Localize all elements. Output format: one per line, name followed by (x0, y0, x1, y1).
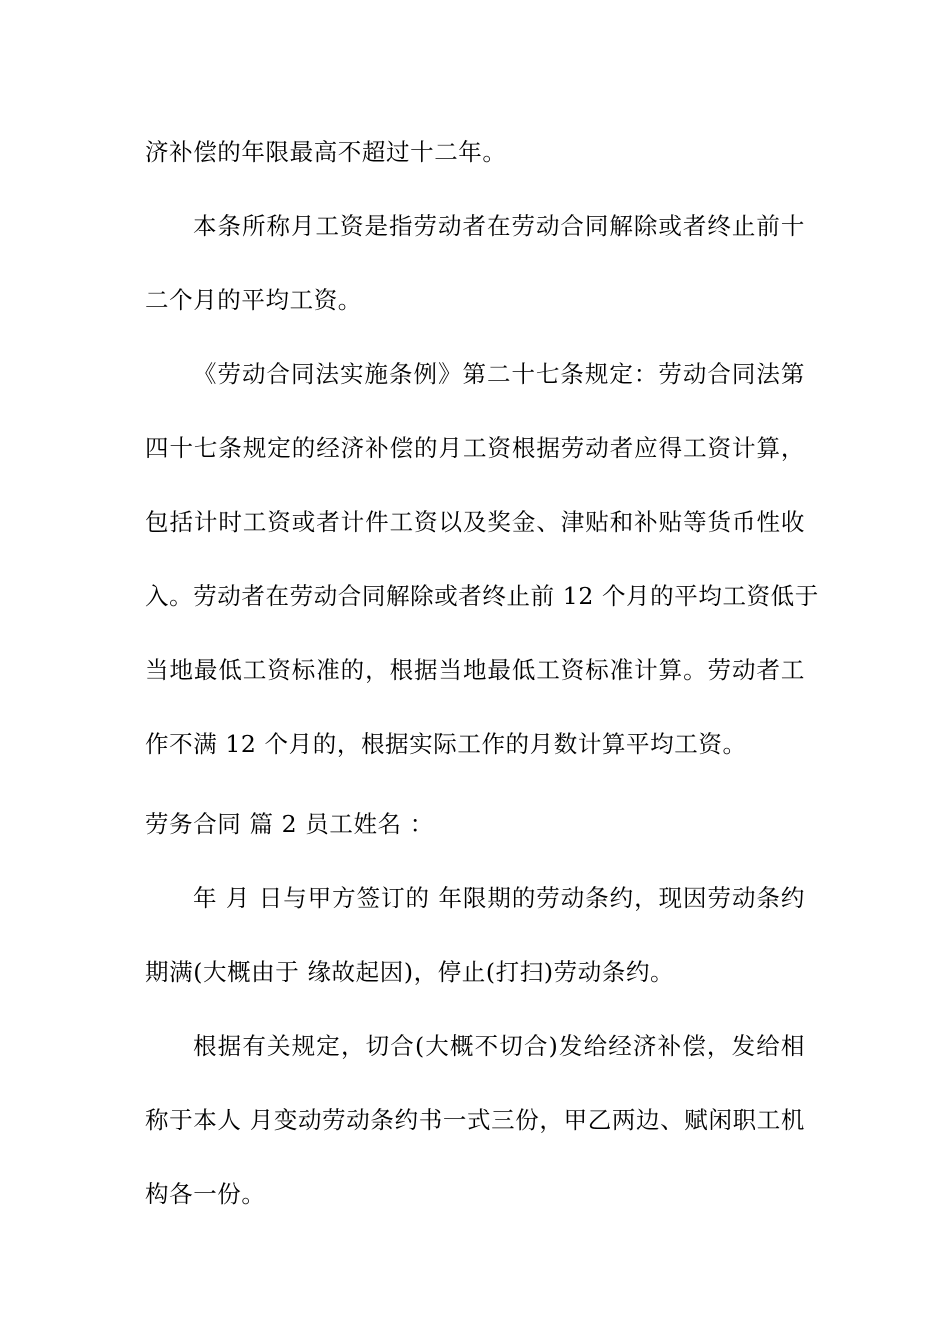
text-line: 二个月的平均工资。 (145, 286, 362, 314)
paragraph-first-line: 《劳动合同法实施条例》第二十七条规定：劳动合同法第 (193, 360, 805, 388)
text-line: 作不满 12 个月的，根据实际工作的月数计算平均工资。 (145, 730, 747, 758)
text-line: 入。劳动者在劳动合同解除或者终止前 12 个月的平均工资低于 (145, 582, 819, 610)
text-line: 当地最低工资标准的，根据当地最低工资标准计算。劳动者工 (145, 656, 805, 684)
text-line: 称于本人 月变动劳动条约书一式三份，甲乙两边、赋闲职工机 (145, 1106, 805, 1134)
text-line: 包括计时工资或者计件工资以及奖金、津贴和补贴等货币性收 (145, 508, 805, 536)
paragraph-first-line: 年 月 日与甲方签订的 年限期的劳动条约，现因劳动条约 (193, 884, 805, 912)
text-line: 济补偿的年限最高不超过十二年。 (145, 138, 507, 166)
text-line: 期满(大概由于 缘故起因)，停止(打扫)劳动条约。 (145, 958, 675, 986)
paragraph-first-line: 根据有关规定，切合(大概不切合)发给经济补偿，发给相 (193, 1032, 805, 1060)
section-heading: 劳务合同 篇 2 员工姓名 ： (145, 810, 434, 838)
text-line: 构各一份。 (145, 1180, 266, 1208)
paragraph-first-line: 本条所称月工资是指劳动者在劳动合同解除或者终止前十 (193, 212, 805, 240)
text-line: 四十七条规定的经济补偿的月工资根据劳动者应得工资计算， (145, 434, 805, 462)
